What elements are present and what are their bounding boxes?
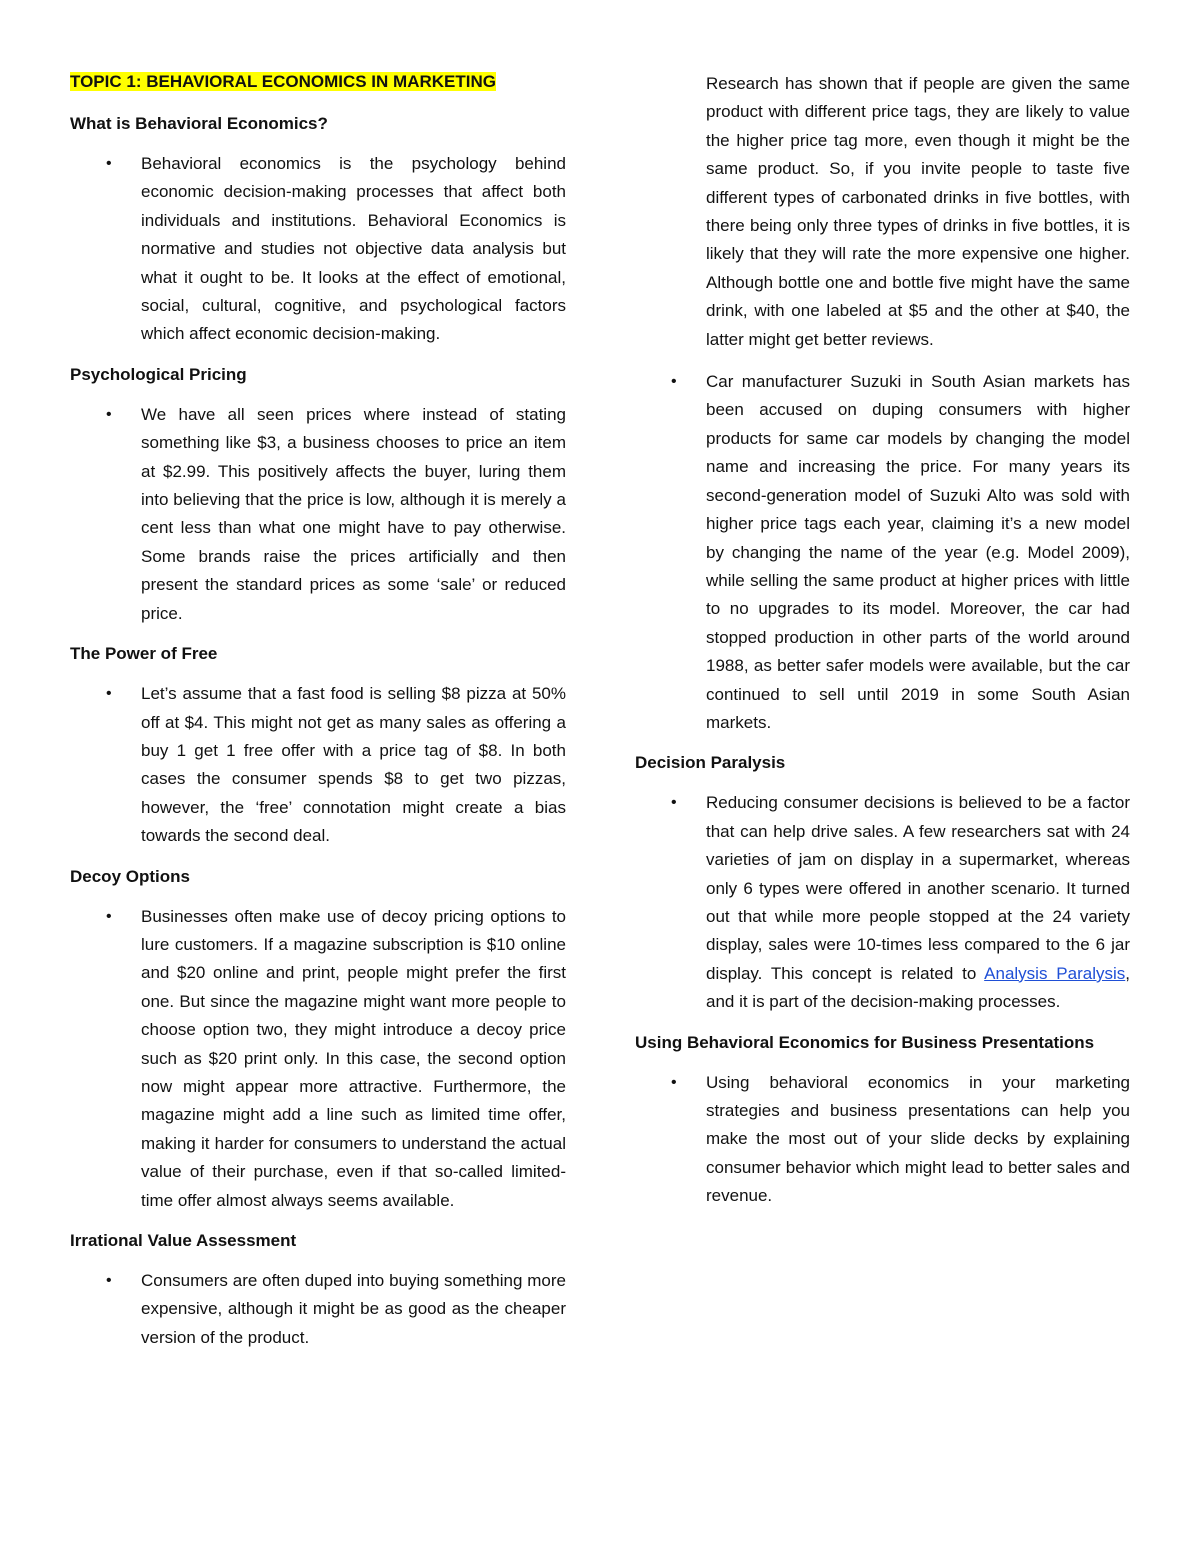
analysis-paralysis-link[interactable]: Analysis Paralysis: [984, 963, 1126, 983]
list-item: [70, 150, 566, 349]
list-item: [635, 789, 1130, 1016]
section-heading-business-presentations: Using Behavioral Economics for Business Presentations: [635, 1032, 1095, 1052]
paragraph: Research has shown that if people are given the same product with different price tags, they are likely to value the higher price tag more, even though it might be the same product. So, if you invite people to taste five different types of carbonated drinks in five bottles, with there being only three types of drinks in five bottles, it is likely that they will rate the more expensive one higher. Although bottle one and bottle five might have the same drink, with one labeled at $5 and the other at $40, the latter might get better reviews.: [706, 74, 1130, 349]
left-column: [70, 66, 566, 1366]
paragraph-text: , and it is part of the decision-making processes.: [706, 963, 1130, 1012]
paragraph: We have all seen prices where instead of stating something like $3, a business chooses to price an item at $2.99. This positively affects the buyer, luring them into believing that the price is low, although it is merely a cent less than what one might have to pay otherwise. Some brands raise the prices artificially and then present the standard prices as some ‘sale’ or reduced price.: [141, 404, 566, 623]
paragraph: Car manufacturer Suzuki in South Asian markets has been accused on duping consumers with higher products for same car models by changing the model name and increasing the price. For many years its second-generation model of Suzuki Alto was sold with higher price tags each year, claiming it’s a new model by changing the name of the year (e.g. Model 2009), while selling the same product at higher prices with little to no upgrades to its model. Moreover, the car had stopped production in other parts of the world around 1988, as better safer models were available, but the car continued to sell until 2019 in some South Asian markets.: [706, 372, 1130, 732]
bullet-icon: •: [671, 794, 677, 812]
bullet-icon: •: [106, 907, 112, 925]
bullet-icon: •: [106, 155, 112, 172]
bullet-icon: •: [671, 1073, 677, 1091]
bullet-icon: •: [671, 373, 677, 391]
paragraph-text: Reducing consumer decisions is believed to be a factor that can help drive sales. A few researchers sat with 24 varieties of jam on display in a supermarket, whereas only 6 types were offered in another scenario. It turned out that while more people stopped at the 24 variety display, sales were 10-times less compared to the 6 jar display. This concept is related to: [706, 793, 1130, 983]
section-heading-behavioral-economics: What is Behavioral Economics?: [70, 114, 328, 133]
section-heading-psychological-pricing: Psychological Pricing: [70, 364, 247, 384]
paragraph: Let’s assume that a fast food is selling $8 pizza at 50% off at $4. This might not get as many sales as offering a buy 1 get 1 free offer with a price tag of $8. In both cases the consumer spends $8 to get two pizzas, however, the ‘free’ connotation might create a bias towards the second deal.: [141, 684, 566, 846]
document-title-text: TOPIC 1: BEHAVIORAL ECONOMICS IN MARKETING: [70, 72, 496, 91]
list-item: [70, 680, 566, 850]
list-item: [70, 1267, 566, 1352]
section-heading-decision-paralysis: Decision Paralysis: [635, 753, 786, 773]
bullet-icon: •: [106, 1272, 112, 1289]
section-heading-irrational-value: Irrational Value Assessment: [70, 1231, 297, 1250]
paragraph: Behavioral economics is the psychology behind economic decision-making processes that affect both individuals and institutions. Behavioral Economics is normative and studies not objective data analysis but what it ought to be. It looks at the effect of emotional, social, cultural, cognitive, and psychological factors which affect economic decision-making.: [141, 154, 566, 344]
list-item: [635, 1069, 1130, 1211]
paragraph: Consumers are often duped into buying something more expensive, although it might be as good as the cheaper version of the product.: [141, 1271, 566, 1347]
paragraph: Businesses often make use of decoy pricing options to lure customers. If a magazine subscription is $10 online and $20 online and print, people might prefer the first one. But since the magazine might want more people to choose option two, they might introduce a decoy price such as $20 print only. In this case, the second option now might appear more attractive. Furthermore, the magazine might add a line such as limited time offer, making it harder for consumers to understand the actual value of their purchase, even if that so-called limited-time offer almost always seems available.: [141, 906, 566, 1210]
section-heading-decoy-options: Decoy Options: [70, 866, 190, 886]
list-item-continuation: [635, 70, 1130, 354]
list-item: [70, 401, 566, 628]
bullet-icon: •: [106, 685, 112, 703]
paragraph: [706, 789, 1130, 1016]
list-item: [70, 903, 566, 1215]
bullet-icon: •: [106, 405, 112, 423]
paragraph: Using behavioral economics in your marketing strategies and business presentations can help you make the most out of your slide decks by explaining consumer behavior which might lead to better sales and revenue.: [706, 1072, 1130, 1206]
right-column: [635, 66, 1130, 1225]
document-title: [70, 70, 566, 94]
list-item: [635, 368, 1130, 737]
section-heading-power-of-free: The Power of Free: [70, 644, 218, 664]
